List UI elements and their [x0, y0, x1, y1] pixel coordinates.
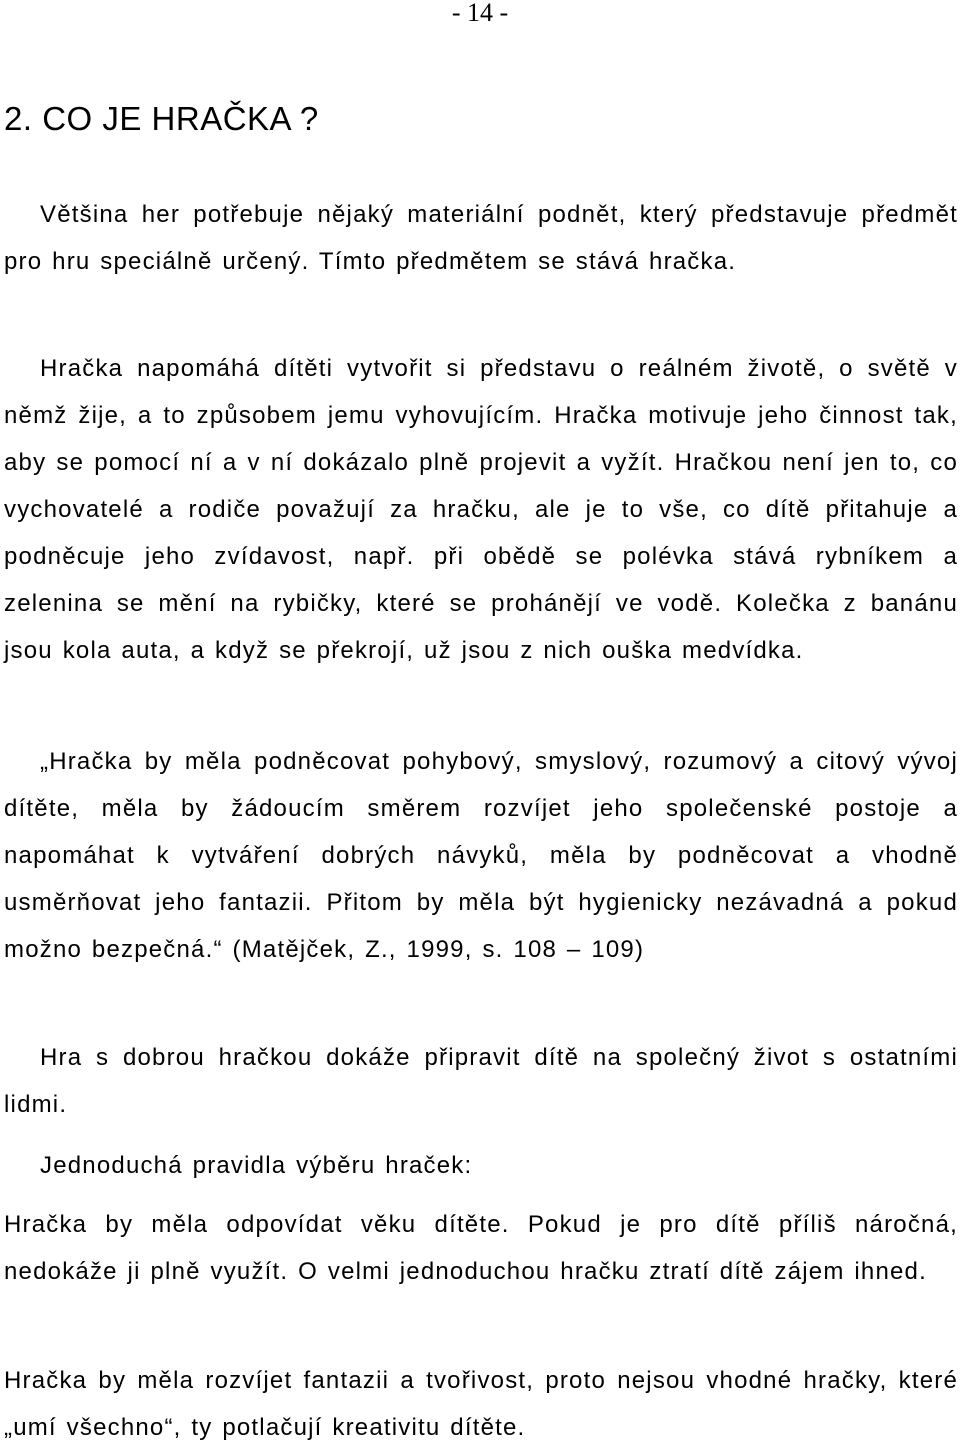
paragraph-social-life: Hra s dobrou hračkou dokáže připravit dítě na společný život s ostatními lidmi. [4, 1044, 958, 1118]
paragraph-rules-heading: Jednoduchá pravidla výběru hraček: [40, 1152, 473, 1179]
paragraph-intro: Většina her potřebuje nějaký materiální podnět, který představuje předmět pro hru speciálně určený. Tímto předmětem se stává hračka. [4, 201, 958, 275]
page-number: - 14 - [451, 0, 509, 27]
paragraph-rule-fantasy: Hračka by měla rozvíjet fantazii a tvořivost, proto nejsou vhodné hračky, které „umí všechno“, ty potlačují kreativitu dítěte. [4, 1367, 958, 1441]
paragraph-toy-role: Hračka napomáhá dítěti vytvořit si představu o reálném životě, o světě v němž žije, a to způsobem jemu vyhovujícím. Hračka motivuje jeho činnost tak, aby se pomocí ní a v ní dokázalo plně projevit a vyžít. Hračkou není jen to, co vychovatelé a rodiče považují za hračku, ale je to vše, co dítě přitahuje a podněcuje jeho zvídavost, např. při obědě se polévka stává rybníkem a zelenina se mění na rybičky, které se prohánějí ve vodě. Kolečka z banánu jsou kola auta, a když se překrojí, už jsou z nich ouška medvídka. [4, 355, 958, 664]
chapter-title: 2. CO JE HRAČKA ? [4, 100, 319, 137]
paragraph-rule-age: Hračka by měla odpovídat věku dítěte. Pokud je pro dítě příliš náročná, nedokáže ji plně využít. O velmi jednoduchou hračku ztratí dítě zájem ihned. [4, 1211, 958, 1285]
paragraph-quotation: „Hračka by měla podněcovat pohybový, smyslový, rozumový a citový vývoj dítěte, měla by žádoucím směrem rozvíjet jeho společenské postoje a napomáhat k vytváření dobrých návyků, měla by podněcovat a vhodně usměrňovat jeho fantazii. Přitom by měla být hygienicky nezávadná a pokud možno bezpečná.“ (Matějček, Z., 1999, s. 108 – 109) [4, 748, 958, 963]
